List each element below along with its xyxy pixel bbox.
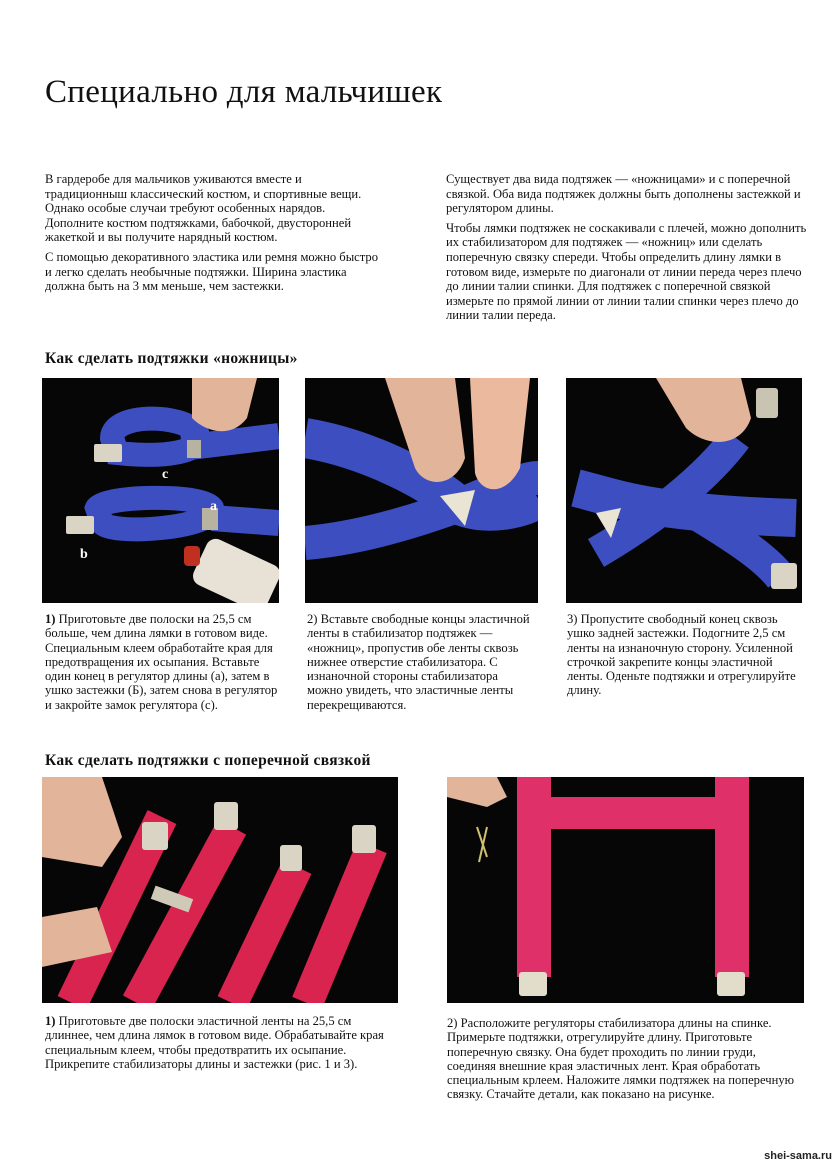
step-number: 1) xyxy=(45,612,56,626)
caption-step1-crossbar xyxy=(45,1014,400,1071)
caption-step2-scissors xyxy=(307,612,532,712)
site-watermark: shei-sama.ru xyxy=(764,1150,832,1162)
photo-step3-scissors xyxy=(566,378,802,603)
step-text: 2) Расположите регуляторы стабилизатора длины на спинке. Примерьте подтяжки, отрегулируйте длину. Приготовьте поперечную связку. Она будет проходить по линии груди, соединяя внешние края эластичных лент. Края обработать специальным крлеем. Наложите лямки подтяжек на поперечную связку. Стачайте детали, как показано на рисунке. xyxy=(447,1016,795,1102)
caption-step3-scissors xyxy=(567,612,805,698)
photo-step1-crossbar xyxy=(42,777,398,1003)
intro-paragraph: Существует два вида подтяжек — «ножницами» и с поперечной связкой. Оба вида подтяжек должны быть дополнены застежкой и регулятором длины. xyxy=(446,172,801,216)
photo-step1-scissors xyxy=(42,378,279,603)
label-b: b xyxy=(80,547,88,562)
photo-step2-crossbar xyxy=(447,777,804,1003)
intro-left-column xyxy=(45,172,385,294)
step-text: Приготовьте две полоски на 25,5 см больше, чем длина лямки в готовом виде. Специальным клеем обработайте края для предотвращения их осыпания. Вставьте один конец в регулятор длины (а), затем в ушко застежки (Б), затем снова в регулятор и закройте замок регулятора (с). xyxy=(45,612,278,712)
intro-right-column xyxy=(446,172,808,323)
section-heading-scissors: Как сделать подтяжки «ножницы» xyxy=(45,350,298,367)
label-a: а xyxy=(210,499,217,514)
photo-step2-scissors xyxy=(305,378,538,603)
step-text: 3) Пропустите свободный конец сквозь ушко задней застежки. Подогните 2,5 см ленты на изнаночную сторону. Усиленной строчкой закрепите концы эластичной ленты. Оденьте подтяжки и отрегулируйте длину. xyxy=(567,612,796,698)
intro-paragraph: С помощью декоративного эластика или ремня можно быстро и легко сделать необычные подтяжки. Ширина эластика должна быть на 3 мм меньше, чем застежки. xyxy=(45,249,379,294)
intro-paragraph: Чтобы лямки подтяжек не соскакивали с плечей, можно дополнить их стабилизатором для подтяжек — «ножниц» или сделать поперечную связку спереди. Чтобы определить длину лямки в готовом виде, измерьте по диагонали от линии переда через плечо до линии талии спинки. Для подтяжек с поперечной связкой измерьте по прямой линии от линии талии спинки через плечо до линии талии переда. xyxy=(446,220,807,323)
label-c: с xyxy=(162,467,169,482)
intro-paragraph: В гардеробе для мальчиков уживаются вместе и традиционныш классический костюм, и спортивные вещи. Однако особые случаи требуют особенных нарядов. Дополните костюм подтяжками, бабочкой, двусторонней жакеткой и вы получите нарядный костюм. xyxy=(45,172,362,245)
step-number: 1) xyxy=(45,1014,56,1028)
step-text: Приготовьте две полоски эластичной ленты на 25,5 см длиннее, чем длина лямок в готовом виде. Обрабатывайте края специальным клеем, чтобы предотвратить их осыпание. Прикрепите стабилизаторы длины и застежки (рис. 1 и 3). xyxy=(45,1014,384,1071)
caption-step2-crossbar xyxy=(447,1016,805,1102)
section-heading-crossbar: Как сделать подтяжки с поперечной связкой xyxy=(45,752,371,769)
caption-step1-scissors xyxy=(45,612,285,712)
step-text: 2) Вставьте свободные концы эластичной ленты в стабилизатор подтяжек — «ножниц», пропустив обе ленты сквозь нижнее отверстие стабилизатора. С изнаночной стороны стабилизатора можно увидеть, что эластичные ленты перекрещиваются. xyxy=(307,612,530,712)
page-title: Специально для мальчишек xyxy=(45,74,443,111)
